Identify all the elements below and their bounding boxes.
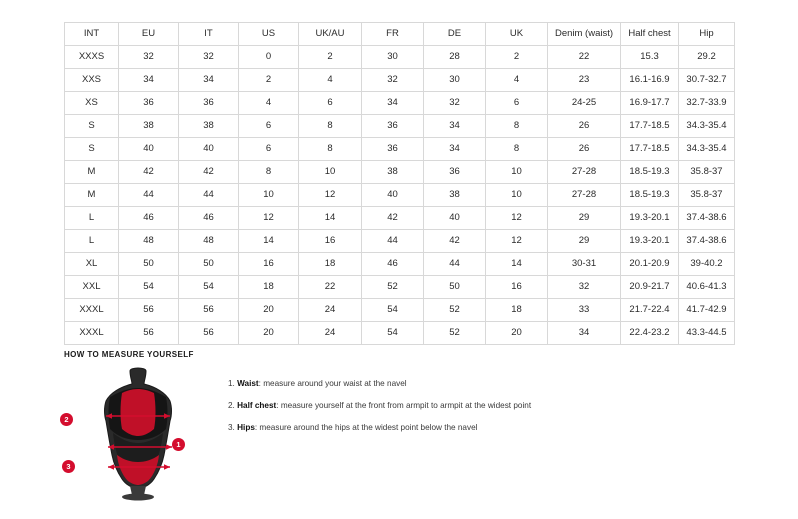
cell-half-chest: 17.7-18.5 — [621, 138, 679, 161]
cell-hip: 35.8-37 — [679, 161, 735, 184]
cell-half-chest: 18.5-19.3 — [621, 184, 679, 207]
cell-half-chest: 22.4-23.2 — [621, 322, 679, 345]
cell-eu: 32 — [119, 46, 179, 69]
cell-uk: 10 — [486, 184, 548, 207]
cell-eu: 40 — [119, 138, 179, 161]
cell-half-chest: 20.1-20.9 — [621, 253, 679, 276]
cell-denim-waist: 23 — [548, 69, 621, 92]
measure-note-half-chest-number: 2. — [228, 400, 235, 410]
cell-us: 20 — [239, 299, 299, 322]
table-row — [65, 46, 735, 69]
cell-uk-au: 4 — [299, 69, 362, 92]
cell-int: XS — [65, 92, 119, 115]
cell-fr: 42 — [362, 207, 424, 230]
cell-eu: 50 — [119, 253, 179, 276]
cell-hip: 37.4-38.6 — [679, 230, 735, 253]
column-header-denim-waist: Denim (waist) — [548, 23, 621, 46]
cell-uk: 6 — [486, 92, 548, 115]
column-header-uk: UK — [486, 23, 548, 46]
cell-eu: 42 — [119, 161, 179, 184]
size-table-container — [64, 22, 734, 345]
cell-de: 44 — [424, 253, 486, 276]
cell-de: 38 — [424, 184, 486, 207]
cell-int: M — [65, 161, 119, 184]
table-row — [65, 92, 735, 115]
cell-denim-waist: 27-28 — [548, 161, 621, 184]
cell-int: L — [65, 207, 119, 230]
cell-de: 28 — [424, 46, 486, 69]
cell-int: S — [65, 115, 119, 138]
cell-fr: 34 — [362, 92, 424, 115]
cell-half-chest: 17.7-18.5 — [621, 115, 679, 138]
cell-it: 54 — [179, 276, 239, 299]
table-row — [65, 161, 735, 184]
cell-uk: 8 — [486, 115, 548, 138]
cell-uk: 4 — [486, 69, 548, 92]
cell-uk-au: 12 — [299, 184, 362, 207]
measure-note-waist-text: : measure around your waist at the navel — [258, 379, 407, 388]
cell-de: 52 — [424, 299, 486, 322]
cell-uk: 2 — [486, 46, 548, 69]
cell-uk-au: 24 — [299, 322, 362, 345]
cell-uk: 12 — [486, 230, 548, 253]
cell-denim-waist: 29 — [548, 230, 621, 253]
cell-denim-waist: 27-28 — [548, 184, 621, 207]
table-row — [65, 184, 735, 207]
cell-it: 48 — [179, 230, 239, 253]
cell-it: 34 — [179, 69, 239, 92]
cell-denim-waist: 33 — [548, 299, 621, 322]
cell-int: L — [65, 230, 119, 253]
how-to-measure-body — [64, 367, 744, 502]
cell-fr: 44 — [362, 230, 424, 253]
column-header-hip: Hip — [679, 23, 735, 46]
cell-hip: 35.8-37 — [679, 184, 735, 207]
cell-hip: 34.3-35.4 — [679, 115, 735, 138]
measure-note-waist — [228, 379, 531, 389]
cell-us: 18 — [239, 276, 299, 299]
cell-denim-waist: 30-31 — [548, 253, 621, 276]
cell-half-chest: 19.3-20.1 — [621, 230, 679, 253]
cell-fr: 30 — [362, 46, 424, 69]
how-to-measure-section — [64, 350, 744, 502]
table-row — [65, 115, 735, 138]
cell-eu: 36 — [119, 92, 179, 115]
column-header-uk-au: UK/AU — [299, 23, 362, 46]
cell-int: XXS — [65, 69, 119, 92]
cell-hip: 32.7-33.9 — [679, 92, 735, 115]
cell-eu: 44 — [119, 184, 179, 207]
cell-fr: 40 — [362, 184, 424, 207]
cell-fr: 54 — [362, 299, 424, 322]
cell-hip: 37.4-38.6 — [679, 207, 735, 230]
cell-it: 46 — [179, 207, 239, 230]
cell-it: 50 — [179, 253, 239, 276]
cell-denim-waist: 32 — [548, 276, 621, 299]
cell-uk: 10 — [486, 161, 548, 184]
measure-note-hips-number: 3. — [228, 422, 235, 432]
cell-us: 14 — [239, 230, 299, 253]
column-header-half-chest: Half chest — [621, 23, 679, 46]
cell-uk-au: 18 — [299, 253, 362, 276]
cell-half-chest: 19.3-20.1 — [621, 207, 679, 230]
cell-half-chest: 20.9-21.7 — [621, 276, 679, 299]
cell-int: XXXL — [65, 322, 119, 345]
cell-hip: 34.3-35.4 — [679, 138, 735, 161]
cell-uk-au: 22 — [299, 276, 362, 299]
cell-us: 6 — [239, 138, 299, 161]
cell-half-chest: 16.1-16.9 — [621, 69, 679, 92]
cell-it: 36 — [179, 92, 239, 115]
cell-it: 42 — [179, 161, 239, 184]
table-header — [65, 23, 735, 46]
measure-note-hips-term: Hips — [237, 422, 255, 432]
cell-de: 36 — [424, 161, 486, 184]
cell-hip: 40.6-41.3 — [679, 276, 735, 299]
cell-uk-au: 6 — [299, 92, 362, 115]
cell-eu: 46 — [119, 207, 179, 230]
cell-denim-waist: 24-25 — [548, 92, 621, 115]
measure-note-hips — [228, 423, 531, 433]
cell-uk: 18 — [486, 299, 548, 322]
cell-denim-waist: 34 — [548, 322, 621, 345]
cell-fr: 46 — [362, 253, 424, 276]
column-header-fr: FR — [362, 23, 424, 46]
cell-us: 6 — [239, 115, 299, 138]
cell-us: 10 — [239, 184, 299, 207]
cell-eu: 54 — [119, 276, 179, 299]
cell-uk-au: 24 — [299, 299, 362, 322]
cell-eu: 56 — [119, 322, 179, 345]
cell-it: 38 — [179, 115, 239, 138]
cell-denim-waist: 26 — [548, 115, 621, 138]
bullet-marker-hips: 3 — [62, 460, 75, 473]
column-header-it: IT — [179, 23, 239, 46]
cell-int: XXXL — [65, 299, 119, 322]
column-header-eu: EU — [119, 23, 179, 46]
cell-it: 44 — [179, 184, 239, 207]
cell-uk: 12 — [486, 207, 548, 230]
table-row — [65, 69, 735, 92]
cell-eu: 56 — [119, 299, 179, 322]
cell-half-chest: 18.5-19.3 — [621, 161, 679, 184]
cell-uk-au: 14 — [299, 207, 362, 230]
cell-fr: 38 — [362, 161, 424, 184]
column-header-de: DE — [424, 23, 486, 46]
table-row — [65, 230, 735, 253]
measure-note-half-chest — [228, 401, 531, 411]
cell-uk: 16 — [486, 276, 548, 299]
table-body — [65, 46, 735, 345]
cell-eu: 34 — [119, 69, 179, 92]
cell-it: 56 — [179, 322, 239, 345]
cell-int: S — [65, 138, 119, 161]
table-row — [65, 253, 735, 276]
cell-us: 20 — [239, 322, 299, 345]
measure-note-waist-number: 1. — [228, 379, 235, 388]
cell-de: 32 — [424, 92, 486, 115]
measure-note-half-chest-term: Half chest — [237, 400, 277, 410]
mannequin-figure — [64, 367, 204, 502]
cell-de: 50 — [424, 276, 486, 299]
cell-us: 4 — [239, 92, 299, 115]
measure-note-half-chest-text: : measure yourself at the front from armpit to armpit at the widest point — [276, 400, 532, 410]
cell-fr: 36 — [362, 115, 424, 138]
bullet-marker-half-chest: 2 — [60, 413, 73, 426]
cell-denim-waist: 22 — [548, 46, 621, 69]
table-header-row — [65, 23, 735, 46]
cell-hip: 29.2 — [679, 46, 735, 69]
cell-half-chest: 15.3 — [621, 46, 679, 69]
column-header-int: INT — [65, 23, 119, 46]
cell-de: 52 — [424, 322, 486, 345]
mannequin-illustration — [86, 367, 204, 502]
table-row — [65, 276, 735, 299]
measure-notes — [228, 367, 531, 445]
measure-note-waist-term: Waist — [237, 379, 259, 388]
cell-int: XL — [65, 253, 119, 276]
table-row — [65, 299, 735, 322]
bullet-marker-waist: 1 — [172, 438, 185, 451]
cell-us: 12 — [239, 207, 299, 230]
cell-eu: 48 — [119, 230, 179, 253]
cell-half-chest: 21.7-22.4 — [621, 299, 679, 322]
cell-hip: 39-40.2 — [679, 253, 735, 276]
cell-us: 16 — [239, 253, 299, 276]
cell-it: 32 — [179, 46, 239, 69]
cell-int: XXXS — [65, 46, 119, 69]
table-row — [65, 322, 735, 345]
cell-it: 56 — [179, 299, 239, 322]
cell-it: 40 — [179, 138, 239, 161]
cell-de: 42 — [424, 230, 486, 253]
cell-uk: 8 — [486, 138, 548, 161]
table-row — [65, 207, 735, 230]
cell-de: 34 — [424, 138, 486, 161]
cell-us: 8 — [239, 161, 299, 184]
measure-note-hips-text: : measure around the hips at the widest point below the navel — [254, 422, 478, 432]
cell-uk-au: 8 — [299, 115, 362, 138]
cell-uk-au: 8 — [299, 138, 362, 161]
cell-uk-au: 16 — [299, 230, 362, 253]
cell-us: 0 — [239, 46, 299, 69]
cell-uk-au: 2 — [299, 46, 362, 69]
cell-int: XXL — [65, 276, 119, 299]
cell-eu: 38 — [119, 115, 179, 138]
cell-fr: 32 — [362, 69, 424, 92]
cell-fr: 52 — [362, 276, 424, 299]
size-conversion-table — [64, 22, 735, 345]
cell-denim-waist: 29 — [548, 207, 621, 230]
cell-fr: 36 — [362, 138, 424, 161]
how-to-measure-title: HOW TO MEASURE YOURSELF — [64, 350, 194, 359]
cell-uk: 20 — [486, 322, 548, 345]
cell-hip: 30.7-32.7 — [679, 69, 735, 92]
cell-denim-waist: 26 — [548, 138, 621, 161]
cell-de: 30 — [424, 69, 486, 92]
cell-de: 40 — [424, 207, 486, 230]
cell-fr: 54 — [362, 322, 424, 345]
cell-uk-au: 10 — [299, 161, 362, 184]
cell-us: 2 — [239, 69, 299, 92]
cell-uk: 14 — [486, 253, 548, 276]
table-row — [65, 138, 735, 161]
column-header-us: US — [239, 23, 299, 46]
cell-hip: 41.7-42.9 — [679, 299, 735, 322]
cell-half-chest: 16.9-17.7 — [621, 92, 679, 115]
cell-de: 34 — [424, 115, 486, 138]
cell-int: M — [65, 184, 119, 207]
cell-hip: 43.3-44.5 — [679, 322, 735, 345]
